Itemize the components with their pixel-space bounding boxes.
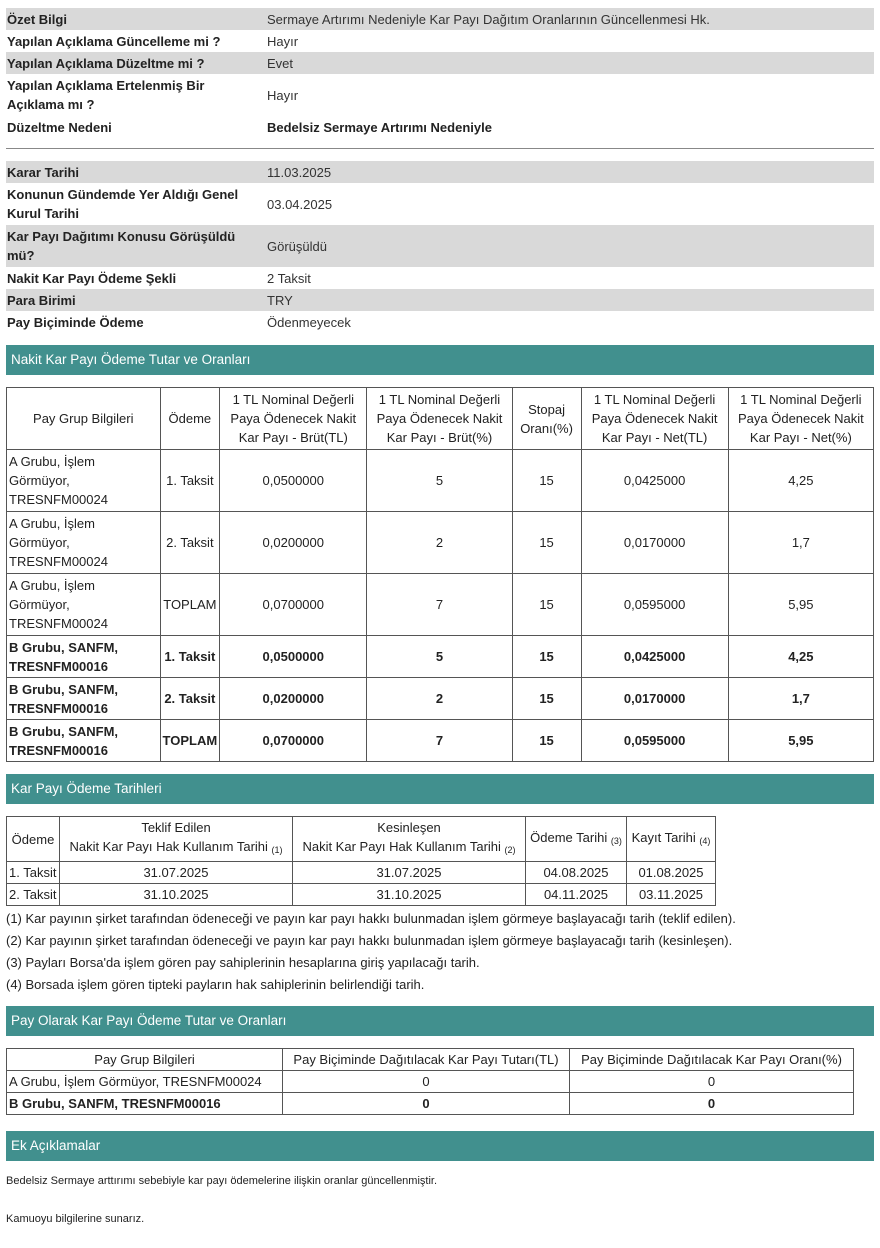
cell-withholding: 15	[512, 512, 581, 574]
cell-final-date: 31.10.2025	[293, 884, 526, 906]
cell-group: B Grubu, SANFM, TRESNFM00016	[7, 720, 161, 762]
column-header-record-date	[627, 817, 716, 862]
column-header: 1 TL Nominal Değerli Paya Ödenecek Nakit Kar Payı - Net(TL)	[581, 388, 728, 450]
cell-gross-tl: 0,0500000	[220, 636, 367, 678]
cell-payment: 2. Taksit	[160, 678, 220, 720]
column-header: Stopaj Oranı(%)	[512, 388, 581, 450]
detail-label: Kar Payı Dağıtımı Konusu Görüşüldü mü?	[7, 229, 236, 263]
footnotes	[6, 908, 874, 996]
table-row	[7, 884, 716, 906]
cell-net-tl: 0,0595000	[581, 574, 728, 636]
cell-withholding: 15	[512, 720, 581, 762]
cell-group: B Grubu, SANFM, TRESNFM00016	[7, 1093, 283, 1115]
detail-row	[6, 225, 874, 267]
cell-net-tl: 0,0425000	[581, 636, 728, 678]
column-header: Ödeme	[160, 388, 220, 450]
detail-label: Nakit Kar Payı Ödeme Şekli	[7, 270, 177, 286]
cell-gross-tl: 0,0200000	[220, 678, 367, 720]
cell-amount: 0	[283, 1093, 570, 1115]
footnote: (1) Kar payının şirket tarafından ödeneceği ve payın kar payı hakkı bulunmadan işlem görmeye başlayacağı tarih (teklif edilen).	[6, 911, 736, 926]
payment-dates-table	[6, 816, 716, 906]
summary-value: Hayır	[267, 87, 299, 103]
table-row	[7, 862, 716, 884]
cell-gross-pct: 2	[367, 512, 512, 574]
cell-payment: TOPLAM	[160, 574, 220, 636]
summary-row	[6, 8, 874, 30]
cell-record-date: 03.11.2025	[627, 884, 716, 906]
cell-payment: 1. Taksit	[160, 636, 220, 678]
detail-value: TRY	[267, 292, 293, 308]
summary-label: Yapılan Açıklama Ertelenmiş Bir Açıklama mı ?	[7, 78, 205, 112]
cell-gross-tl: 0,0500000	[220, 450, 367, 512]
column-header-offered-line2: Nakit Kar Payı Hak Kullanım Tarihi	[69, 839, 268, 854]
summary-label: Düzeltme Nedeni	[7, 119, 112, 135]
column-header-offered	[60, 817, 293, 862]
table-row	[7, 1093, 854, 1115]
column-header: Ödeme	[7, 817, 60, 862]
cell-record-date: 01.08.2025	[627, 862, 716, 884]
column-header-label: Kayıt Tarihi	[631, 829, 696, 845]
cell-net-pct: 1,7	[728, 678, 873, 720]
table-header-row	[7, 817, 716, 862]
table-row	[7, 720, 874, 762]
cell-net-tl: 0,0170000	[581, 512, 728, 574]
table-row	[7, 636, 874, 678]
cell-withholding: 15	[512, 574, 581, 636]
cell-net-pct: 4,25	[728, 636, 873, 678]
summary-value: Evet	[267, 55, 294, 71]
cell-net-tl: 0,0170000	[581, 678, 728, 720]
additional-note-closing: Kamuoyu bilgilerine sunarız.	[6, 1213, 145, 1225]
cash-dividend-table	[6, 387, 874, 762]
column-header: 1 TL Nominal Değerli Paya Ödenecek Nakit Kar Payı - Brüt(TL)	[220, 388, 367, 450]
footnote-ref: (4)	[699, 835, 711, 846]
cell-payment: 2. Taksit	[160, 512, 220, 574]
cell-offered-date: 31.07.2025	[60, 862, 293, 884]
cell-offered-date: 31.10.2025	[60, 884, 293, 906]
column-header-payment-date	[526, 817, 627, 862]
column-header: 1 TL Nominal Değerli Paya Ödenecek Nakit Kar Payı - Brüt(%)	[367, 388, 512, 450]
cell-payment: 2. Taksit	[7, 884, 60, 906]
cash-dividend-section-header: Nakit Kar Payı Ödeme Tutar ve Oranları	[6, 345, 874, 375]
summary-value: Sermaye Artırımı Nedeniyle Kar Payı Dağıtım Oranlarının Güncellenmesi Hk.	[267, 11, 710, 27]
divider	[6, 148, 874, 149]
table-row	[7, 450, 874, 512]
cell-net-pct: 5,95	[728, 574, 873, 636]
column-header-label: Ödeme Tarihi	[530, 829, 608, 845]
summary-label: Yapılan Açıklama Düzeltme mi ?	[7, 55, 205, 71]
cell-net-pct: 1,7	[728, 512, 873, 574]
summary-info	[6, 8, 874, 138]
cell-group: A Grubu, İşlem Görmüyor, TRESNFM00024	[7, 574, 161, 636]
footnote: (3) Payları Borsa'da işlem gören pay sahiplerinin hesaplarına giriş yapılacağı tarih.	[6, 955, 480, 970]
cell-group: A Grubu, İşlem Görmüyor, TRESNFM00024	[7, 450, 161, 512]
cell-net-tl: 0,0425000	[581, 450, 728, 512]
footnote-ref: (2)	[504, 845, 516, 855]
detail-value: Ödenmeyecek	[267, 314, 351, 330]
disclosure-page	[6, 8, 874, 1225]
detail-label: Para Birimi	[7, 292, 76, 308]
cell-group: A Grubu, İşlem Görmüyor, TRESNFM00024	[7, 512, 161, 574]
detail-label: Pay Biçiminde Ödeme	[7, 314, 144, 330]
column-header-final-line2: Nakit Kar Payı Hak Kullanım Tarihi	[302, 839, 501, 854]
cell-net-tl: 0,0595000	[581, 720, 728, 762]
detail-value: 2 Taksit	[267, 270, 311, 286]
detail-row	[6, 311, 874, 333]
summary-row	[6, 74, 874, 116]
cell-withholding: 15	[512, 450, 581, 512]
table-header-row	[7, 388, 874, 450]
decision-details	[6, 161, 874, 333]
table-row	[7, 1071, 854, 1093]
column-header: 1 TL Nominal Değerli Paya Ödenecek Nakit Kar Payı - Net(%)	[728, 388, 873, 450]
cell-payment: 1. Taksit	[160, 450, 220, 512]
share-dividend-table	[6, 1048, 854, 1115]
table-row	[7, 512, 874, 574]
cell-payment: TOPLAM	[160, 720, 220, 762]
table-row	[7, 678, 874, 720]
cell-gross-pct: 5	[367, 450, 512, 512]
additional-notes-section-header: Ek Açıklamalar	[6, 1131, 874, 1161]
cell-gross-tl: 0,0700000	[220, 574, 367, 636]
detail-value: 03.04.2025	[267, 196, 333, 212]
cell-net-pct: 4,25	[728, 450, 873, 512]
footnote: (4) Borsada işlem gören tipteki payların hak sahiplerinin belirlendiği tarih.	[6, 977, 425, 992]
summary-row	[6, 30, 874, 52]
cell-amount: 0	[283, 1071, 570, 1093]
cell-ratio: 0	[570, 1093, 854, 1115]
cell-group: B Grubu, SANFM, TRESNFM00016	[7, 678, 161, 720]
detail-value: 11.03.2025	[267, 164, 332, 180]
cell-group: A Grubu, İşlem Görmüyor, TRESNFM00024	[7, 1071, 283, 1093]
column-header: Pay Grup Bilgileri	[7, 388, 161, 450]
column-header-offered-line1: Teklif Edilen	[141, 820, 211, 835]
detail-row	[6, 289, 874, 311]
summary-row	[6, 52, 874, 74]
summary-value: Bedelsiz Sermaye Artırımı Nedeniyle	[267, 119, 492, 135]
cell-withholding: 15	[512, 636, 581, 678]
table-row	[7, 574, 874, 636]
cell-gross-tl: 0,0200000	[220, 512, 367, 574]
detail-value: Görüşüldü	[267, 238, 327, 254]
cell-gross-tl: 0,0700000	[220, 720, 367, 762]
detail-label: Konunun Gündemde Yer Aldığı Genel Kurul Tarihi	[7, 187, 239, 221]
cell-gross-pct: 2	[367, 678, 512, 720]
cell-gross-pct: 7	[367, 720, 512, 762]
table-header-row	[7, 1049, 854, 1071]
additional-note-text: Bedelsiz Sermaye arttırımı sebebiyle kar payı ödemelerine ilişkin oranlar güncellenmiştir.	[6, 1175, 438, 1187]
cell-payment-date: 04.11.2025	[526, 884, 627, 906]
cell-gross-pct: 7	[367, 574, 512, 636]
summary-label: Özet Bilgi	[7, 11, 67, 27]
summary-label: Yapılan Açıklama Güncelleme mi ?	[7, 33, 221, 49]
column-header: Pay Grup Bilgileri	[7, 1049, 283, 1071]
detail-label: Karar Tarihi	[7, 164, 80, 180]
column-header-final	[293, 817, 526, 862]
detail-row	[6, 183, 874, 225]
cell-group: B Grubu, SANFM, TRESNFM00016	[7, 636, 161, 678]
column-header-final-line1: Kesinleşen	[377, 820, 441, 835]
share-dividend-section-header: Pay Olarak Kar Payı Ödeme Tutar ve Oranları	[6, 1006, 874, 1036]
cell-final-date: 31.07.2025	[293, 862, 526, 884]
summary-row	[6, 116, 874, 138]
detail-row	[6, 161, 874, 183]
column-header: Pay Biçiminde Dağıtılacak Kar Payı Oranı(%)	[570, 1049, 854, 1071]
cell-net-pct: 5,95	[728, 720, 873, 762]
column-header: Pay Biçiminde Dağıtılacak Kar Payı Tutarı(TL)	[283, 1049, 570, 1071]
footnote: (2) Kar payının şirket tarafından ödeneceği ve payın kar payı hakkı bulunmadan işlem görmeye başlayacağı tarih (kesinleşen).	[6, 933, 733, 948]
footnote-ref: (1)	[271, 845, 283, 855]
footnote-ref: (3)	[610, 835, 622, 846]
cell-payment: 1. Taksit	[7, 862, 60, 884]
payment-dates-section-header: Kar Payı Ödeme Tarihleri	[6, 774, 874, 804]
summary-value: Hayır	[267, 33, 299, 49]
cell-ratio: 0	[570, 1071, 854, 1093]
cell-withholding: 15	[512, 678, 581, 720]
cell-payment-date: 04.08.2025	[526, 862, 627, 884]
detail-row	[6, 267, 874, 289]
cell-gross-pct: 5	[367, 636, 512, 678]
